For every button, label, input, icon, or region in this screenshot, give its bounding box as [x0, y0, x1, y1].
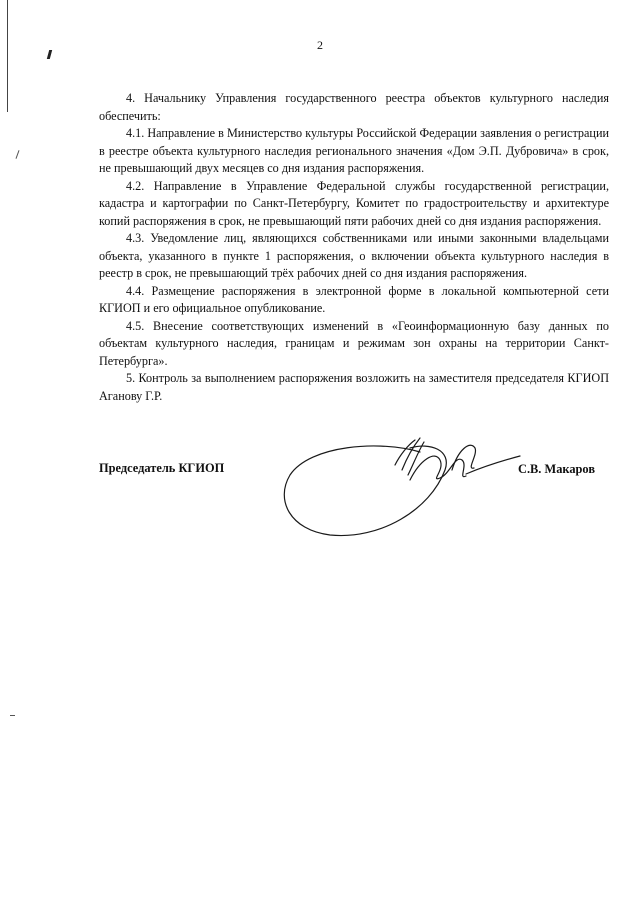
paragraph-item-4-2: 4.2. Направление в Управление Федеральной службы государственной регистрации, кадастра и картографии по Санкт-Петербургу, Комитет по градостроительству и архитектуре копий распоряжения в срок, не превышающий пяти рабочих дней со дня издания распоряжения.: [99, 178, 609, 228]
paragraph-item-4-3: 4.3. Уведомление лиц, являющихся собственниками или иными законными владельцами объекта, указанного в пункте 1 распоряжения, о включении объекта культурного наследия в реестр в срок, не превышающий трёх рабочих дней со дня издания распоряжения.: [99, 231, 609, 280]
signatory-title: Председатель КГИОП: [99, 461, 225, 475]
signatory-name: С.В. Макаров: [518, 462, 596, 476]
paragraph-item-4-5: 4.5. Внесение соответствующих изменений в «Геоинформационную базу данных по объектам культурного наследия, границам и режимам зон охраны на территории Санкт-Петербурга».: [99, 318, 609, 368]
paragraph-item-4: 4. Начальнику Управления государственного реестра объектов культурного наследия обеспечить:: [99, 91, 609, 123]
paragraph-item-5: 5. Контроль за выполнением распоряжения возложить на заместителя председателя КГИОП Аганову Г.Р.: [99, 371, 609, 403]
scan-artifact-mark: [15, 150, 19, 159]
scan-artifact-mark: [10, 715, 15, 716]
document-body: [99, 90, 609, 405]
page-number: 2: [317, 38, 323, 52]
paragraph-item-4-4: 4.4. Размещение распоряжения в электронной форме в локальной компьютерной сети КГИОП и его официальное опубликование.: [99, 283, 609, 315]
scan-edge-line: [7, 0, 8, 112]
handwritten-signature: [270, 430, 540, 550]
paragraph-item-4-1: 4.1. Направление в Министерство культуры Российской Федерации заявления о регистрации в реестре объекта культурного наследия регионального значения «Дом Э.П. Дубровича» в срок, не превышающий двух месяцев со дня издания распоряжения.: [99, 126, 609, 175]
